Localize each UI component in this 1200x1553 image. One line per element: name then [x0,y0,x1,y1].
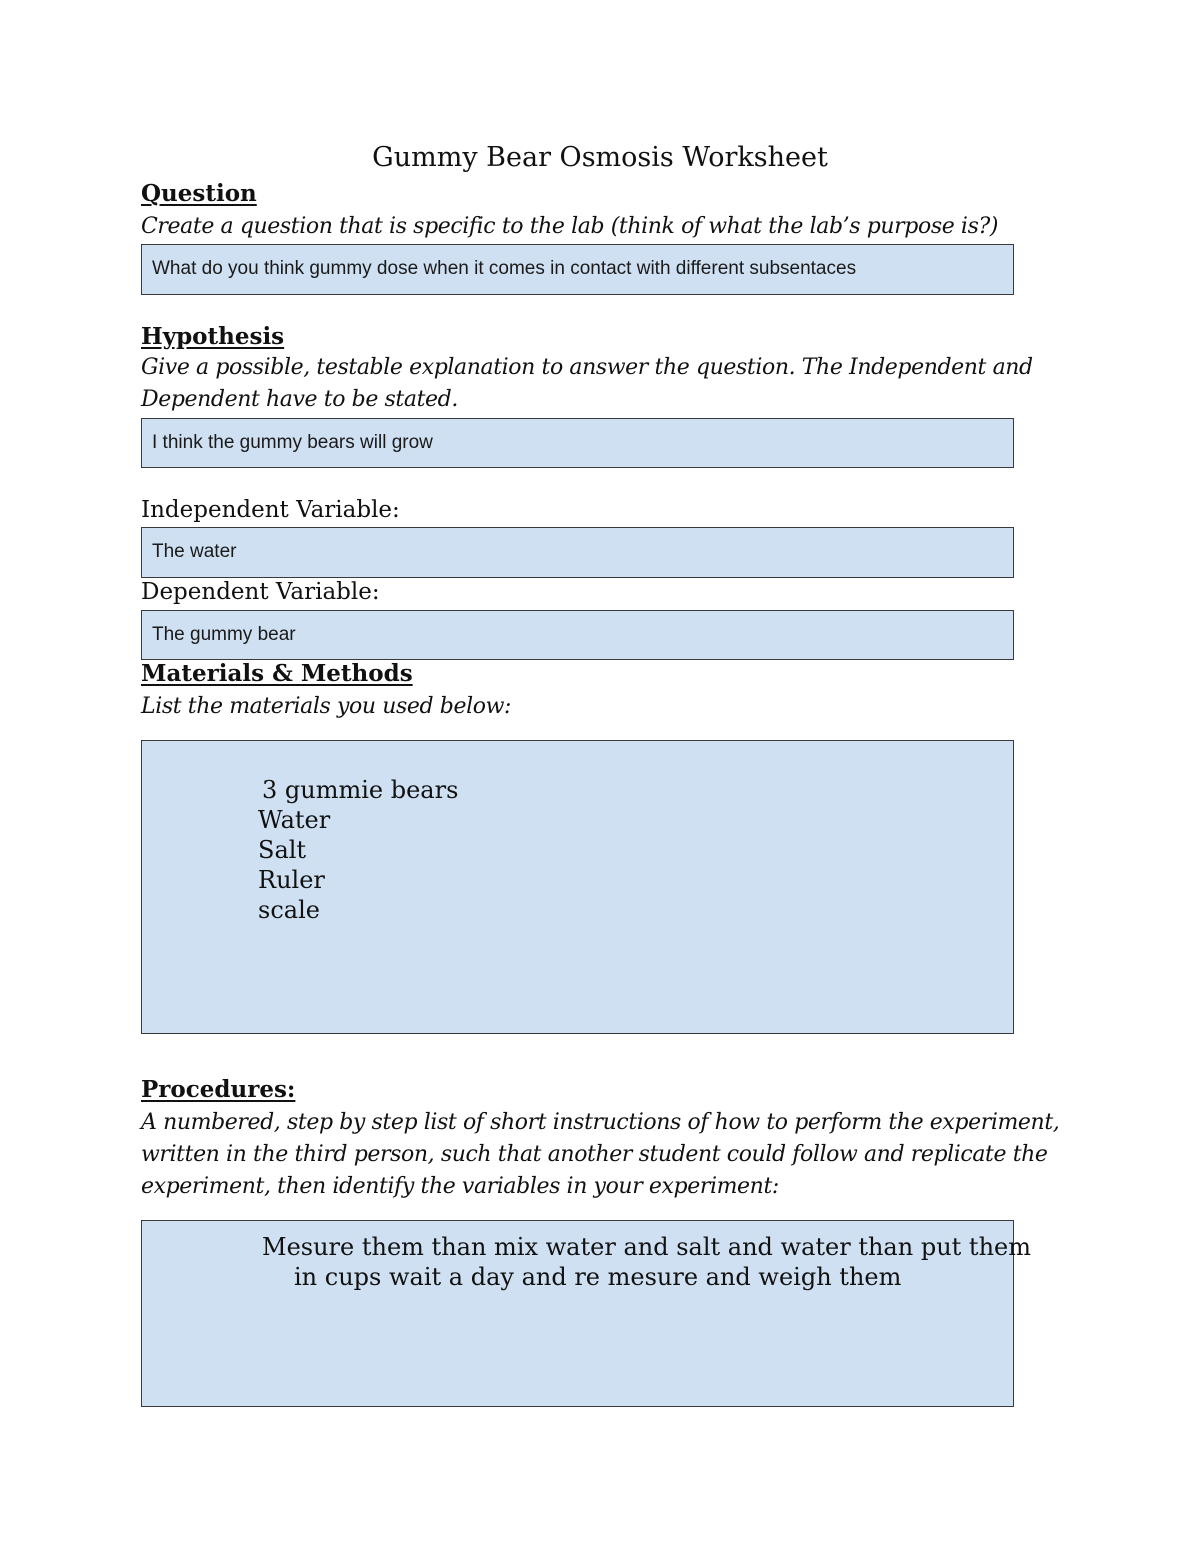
procedures-answer-line1: Mesure them than mix water and salt and water than put them [262,1233,1031,1261]
page-title: Gummy Bear Osmosis Worksheet [372,142,828,173]
materials-list-item: Ruler [258,866,325,894]
procedures-answer-box[interactable] [141,1220,1031,1407]
procedures-instruction-line2: written in the third person, such that another student could follow and replicate the [141,1142,1048,1167]
materials-list-item: Water [258,806,331,834]
hypothesis-answer-box[interactable] [141,418,1014,468]
materials-list-item: 3 gummie bears [262,776,459,804]
procedures-heading: Procedures: [141,1076,296,1103]
question-instruction: Create a question that is specific to the lab (think of what the lab’s purpose is?) [141,214,999,239]
question-answer-text: What do you think gummy dose when it comes in contact with different subsentaces [152,258,857,279]
materials-instruction: List the materials you used below: [141,694,512,719]
procedures-instruction-line3: experiment, then identify the variables in your experiment: [141,1174,779,1199]
independent-variable-label: Independent Variable: [141,497,400,523]
hypothesis-answer-text: I think the gummy bears will grow [152,432,433,453]
procedures-answer-line2: in cups wait a day and re mesure and weigh them [294,1263,902,1291]
materials-answer-box[interactable] [141,740,1014,1034]
independent-variable-text: The water [152,541,237,562]
materials-heading: Materials & Methods [141,660,413,687]
hypothesis-instruction-line1: Give a possible, testable explanation to answer the question. The Independent and [141,355,1033,380]
independent-variable-box[interactable] [141,527,1014,578]
materials-list [258,775,458,925]
procedures-instruction-line1: A numbered, step by step list of short instructions of how to perform the experiment, [141,1110,1060,1135]
question-heading: Question [141,180,257,207]
hypothesis-instruction-line2: Dependent have to be stated. [141,387,458,412]
dependent-variable-box[interactable] [141,610,1014,660]
dependent-variable-text: The gummy bear [152,624,296,645]
materials-list-item: Salt [258,836,307,864]
dependent-variable-label: Dependent Variable: [141,579,380,605]
question-answer-box[interactable] [141,244,1014,295]
hypothesis-heading: Hypothesis [141,323,285,350]
materials-list-item: scale [258,896,320,924]
